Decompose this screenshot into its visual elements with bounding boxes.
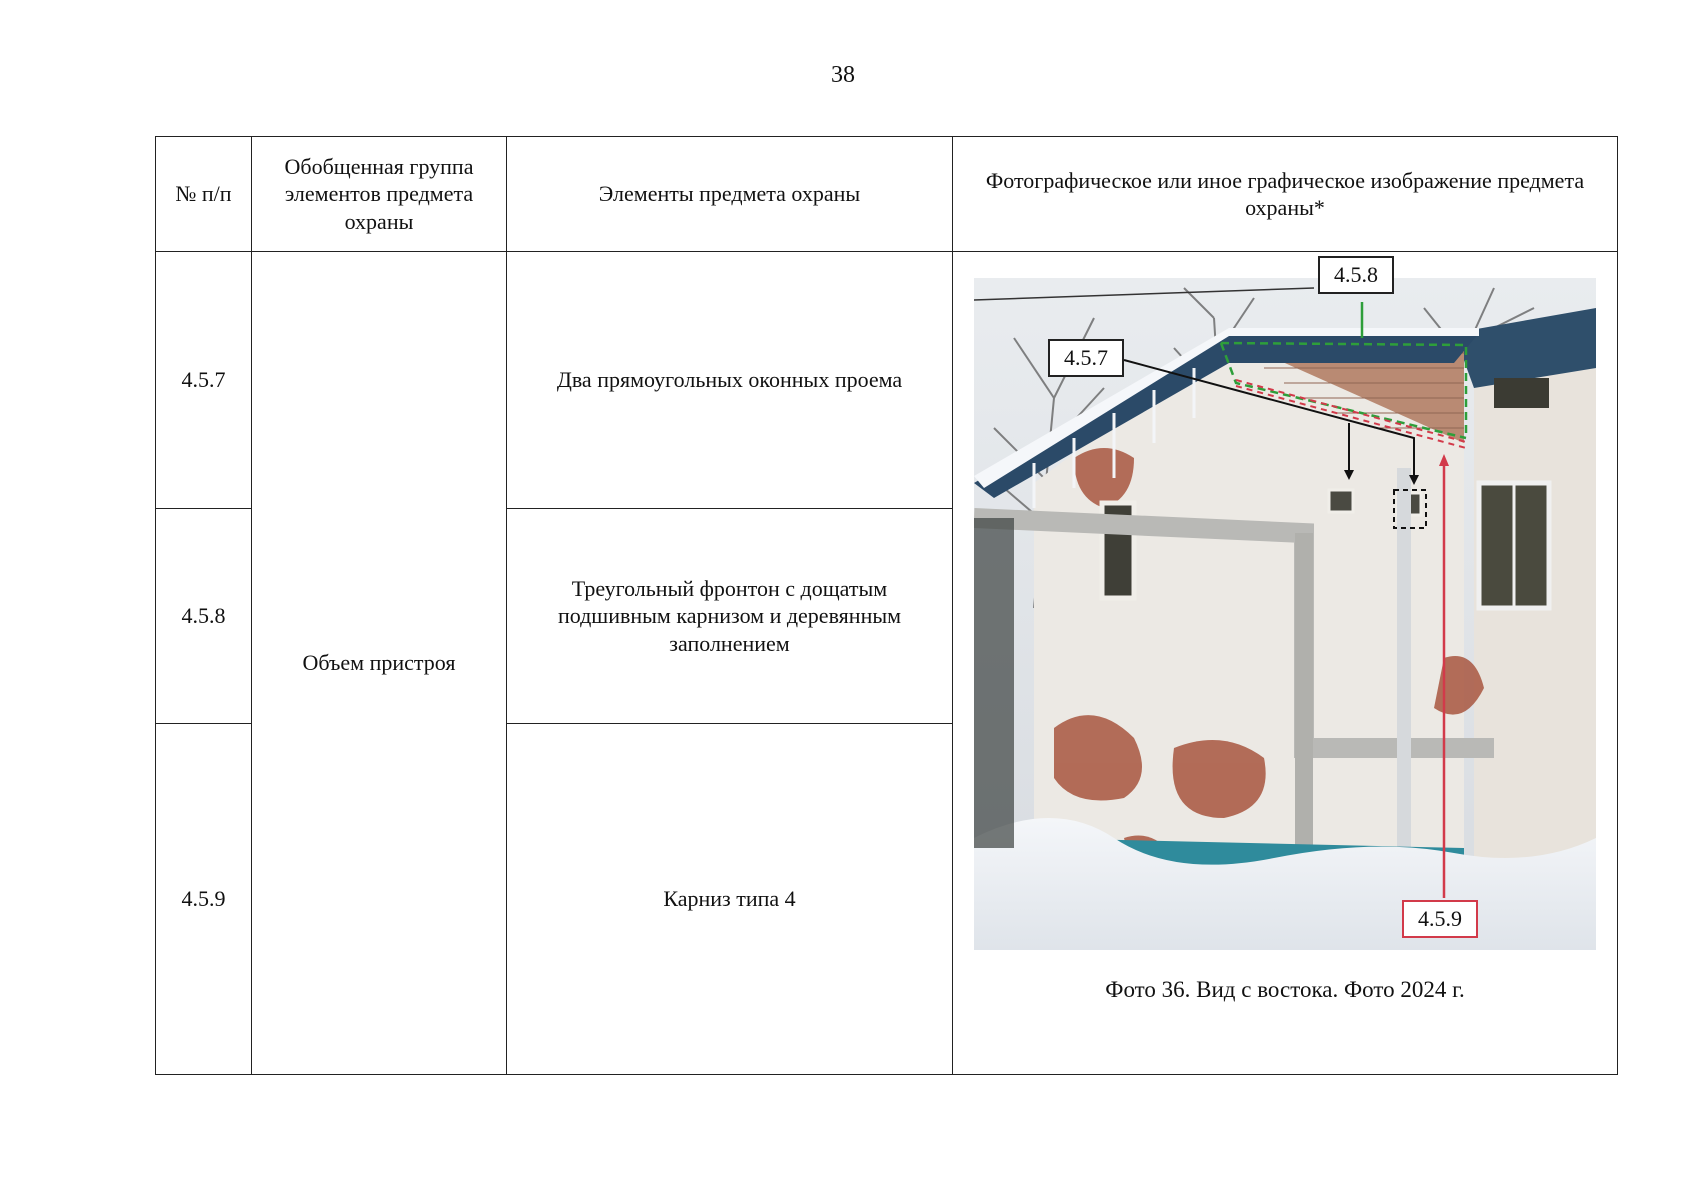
header-image: Фотографическое или иное графическое изображение предмета охраны* — [953, 137, 1618, 252]
table-row — [156, 252, 1618, 509]
image-cell — [953, 252, 1618, 1075]
row-number: 4.5.9 — [156, 724, 252, 1075]
group-cell: Объем пристроя — [252, 252, 507, 1075]
callout-4-5-9: 4.5.9 — [1402, 900, 1478, 938]
header-number: № п/п — [156, 137, 252, 252]
page-number: 38 — [831, 62, 855, 88]
header-elements: Элементы предмета охраны — [507, 137, 953, 252]
row-element: Треугольный фронтон с дощатым подшивным карнизом и деревянным заполнением — [507, 509, 953, 724]
photo-caption: Фото 36. Вид с востока. Фото 2024 г. — [1105, 977, 1465, 1002]
row-number: 4.5.8 — [156, 509, 252, 724]
row-number: 4.5.7 — [156, 252, 252, 509]
header-group: Обобщенная группа элементов предмета охраны — [252, 137, 507, 252]
row-element: Карниз типа 4 — [507, 724, 953, 1075]
callout-4-5-8: 4.5.8 — [1318, 256, 1394, 294]
row-element: Два прямоугольных оконных проема — [507, 252, 953, 509]
table-header-row — [156, 137, 1618, 252]
building-photo-illustration — [974, 278, 1596, 950]
building-photo — [974, 262, 1596, 950]
protection-elements-table — [155, 136, 1618, 1075]
callout-4-5-7: 4.5.7 — [1048, 339, 1124, 377]
